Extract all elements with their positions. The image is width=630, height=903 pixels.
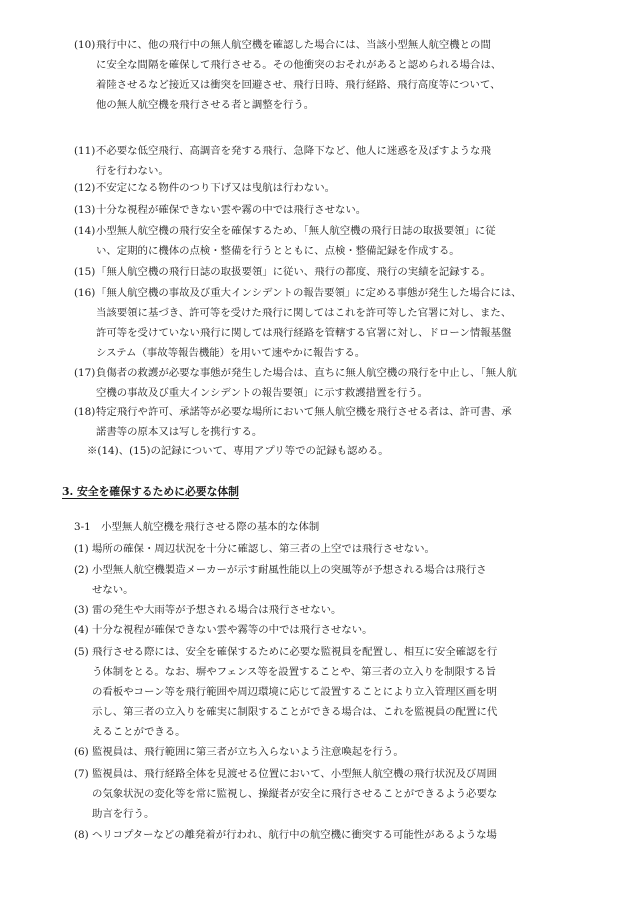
item-text-line: 許可等を受けていない飛行に関しては飛行経路を管轄する官署に対し、ドローン情報基盤 [96, 327, 512, 339]
section-heading: 3. 安全を確保するために必要な体制 [62, 485, 239, 498]
item-text-line: 諾書等の原本又は写しを携行する。 [96, 426, 263, 438]
item-text-line: の看板やコーン等を飛行範囲や周辺環境に応じて設置することにより立入管理区画を明 [92, 686, 498, 698]
item-text-line: 十分な視程が確保できない雲や霧等の中では飛行させない。 [92, 624, 373, 636]
item-number: (6) [74, 746, 89, 758]
item-number: (18) [74, 406, 96, 418]
item-text-line: 飛行中に、他の飛行中の無人航空機を確認した場合には、当該小型無人航空機との間 [96, 39, 491, 51]
item-text-line: 「無人航空機の飛行日誌の取扱要領」に従い、飛行の都度、飛行の実績を記録する。 [96, 266, 491, 278]
item-text-line: の気象状況の変化等を常に監視し、操縦者が安全に飛行させることができるよう必要な [92, 788, 498, 800]
item-text-line: 負傷者の救護が必要な事態が発生した場合は、直ちに無人航空機の飛行を中止し、「無人航 [96, 367, 517, 379]
item-text-line: 他の無人航空機を飛行させる者と調整を行う。 [96, 99, 315, 111]
item-text-line: い、定期的に機体の点検・整備を行うとともに、点検・整備記録を作成する。 [96, 245, 460, 257]
item-text-line: 「無人航空機の事故及び重大インシデントの報告要領」に定める事態が発生した場合には、 [96, 287, 522, 299]
item-text-line: 特定飛行や許可、承諾等が必要な場所において無人航空機を飛行させる者は、許可書、承 [96, 406, 512, 418]
item-text-line: う体制をとる。なお、塀やフェンス等を設置することや、第三者の立入りを制限する旨 [92, 666, 497, 678]
item-number: (12) [74, 182, 96, 194]
item-number: (13) [74, 204, 96, 216]
item-text-line: 場所の確保・周辺状況を十分に確認し、第三者の上空では飛行させない。 [92, 543, 435, 555]
item-number: (10) [74, 39, 96, 51]
subsection-heading: 3-1 小型無人航空機を飛行させる際の基本的な体制 [74, 521, 320, 533]
item-number: (1) [74, 543, 89, 555]
item-text-line: 飛行させる際には、安全を確保するために必要な監視員を配置し、相互に安全確認を行 [92, 646, 498, 658]
item-text-line: 不必要な低空飛行、高調音を発する飛行、急降下など、他人に迷惑を及ぼすような飛 [96, 145, 491, 157]
item-number: (8) [74, 829, 89, 841]
item-text-line: 監視員は、飛行経路全体を見渡せる位置において、小型無人航空機の飛行状況及び周囲 [92, 768, 498, 780]
item-text-line: 示し、第三者の立入りを確実に制限することができる場合は、これを監視員の配置に代 [92, 706, 498, 718]
item-text-line: 小型無人航空機製造メーカーが示す耐風性能以上の突風等が予想される場合は飛行さ [92, 564, 487, 576]
item-text-line: システム（事故等報告機能）を用いて速やかに報告する。 [96, 347, 366, 359]
item-text-line: せない。 [92, 584, 134, 596]
item-number: (11) [74, 145, 96, 157]
item-number: (14) [74, 225, 96, 237]
item-number: (16) [74, 287, 96, 299]
item-text-line: 空機の事故及び重大インシデントの報告要領」に示す救護措置を行う。 [96, 387, 429, 399]
item-text-line: 着陸させるなど接近又は衝突を回避させ、飛行日時、飛行経路、飛行高度等について、 [96, 79, 501, 91]
item-text-line: に安全な間隔を確保して飛行させる。その他衝突のおそれがあると認められる場合は、 [96, 59, 502, 71]
item-text-line: 小型無人航空機の飛行安全を確保するため、「無人航空機の飛行日誌の取扱要領」に従 [96, 225, 496, 237]
item-text-line: 当該要領に基づき、許可等を受けた飛行に関してはこれを許可等した官署に対し、また、 [96, 307, 512, 319]
item-text-line: 雷の発生や大雨等が予想される場合は飛行させない。 [92, 604, 342, 616]
item-number: (17) [74, 367, 96, 379]
item-number: (3) [74, 604, 89, 616]
note-text: ※(14)、(15)の記録について、専用アプリ等での記録も認める。 [87, 445, 389, 457]
item-number: (5) [74, 646, 89, 658]
item-number: (15) [74, 266, 96, 278]
item-text-line: 助言を行う。 [92, 808, 155, 820]
item-text-line: 十分な視程が確保できない雲や霧の中では飛行させない。 [96, 204, 367, 216]
item-text-line: 不安定になる物件のつり下げ又は曳航は行わない。 [96, 182, 335, 194]
item-number: (7) [74, 768, 89, 780]
item-number: (4) [74, 624, 89, 636]
item-number: (2) [74, 564, 89, 576]
item-text-line: えることができる。 [92, 726, 186, 738]
item-text-line: 行を行わない。 [96, 165, 169, 177]
item-text-line: 監視員は、飛行範囲に第三者が立ち入らないよう注意喚起を行う。 [92, 746, 404, 758]
item-text-line: ヘリコプターなどの離発着が行われ、航行中の航空機に衝突する可能性があるような場 [92, 829, 497, 841]
